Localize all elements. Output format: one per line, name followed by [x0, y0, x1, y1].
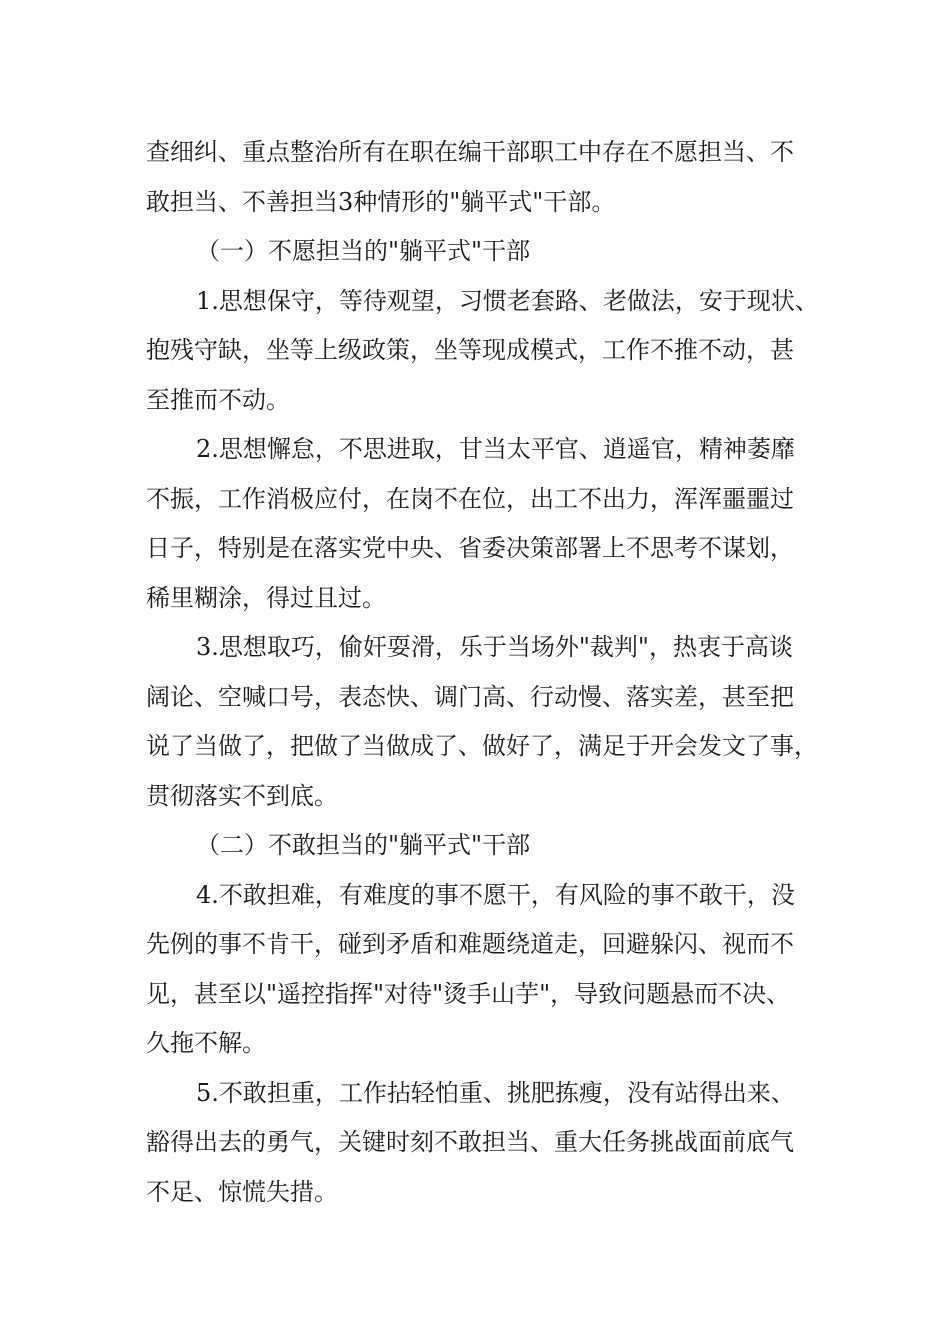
text-line: 抱残守缺，坐等上级政策，坐等现成模式，工作不推不动，甚 — [146, 336, 794, 364]
text-line: 5.不敢担重，工作拈轻怕重、挑肥拣瘦，没有站得出来、 — [196, 1078, 795, 1107]
text-line: 豁得出去的勇气，关键时刻不敢担当、重大任务挑战面前底气 — [146, 1128, 794, 1156]
paragraph-item-3 — [146, 623, 826, 821]
text-line: 先例的事不肯干，碰到矛盾和难题绕道走，回避躲闪、视而不 — [146, 930, 794, 958]
heading-line: （一）不愿担当的"躺平式"干部 — [196, 237, 531, 265]
text-line: 见，甚至以"遥控指挥"对待"烫手山芋"，导致问题悬而不决、 — [146, 979, 791, 1008]
paragraph-intro-continuation — [146, 128, 826, 227]
text-line: 查细纠、重点整治所有在职在编干部职工中存在不愿担当、不 — [146, 138, 794, 166]
text-line: 日子，特别是在落实党中央、省委决策部署上不思考不谋划， — [146, 534, 794, 562]
text-line: 贯彻落实不到底。 — [146, 781, 338, 810]
text-line: 久拖不解。 — [146, 1029, 266, 1057]
paragraph-item-2 — [146, 425, 826, 623]
text-line: 4.不敢担难，有难度的事不愿干，有风险的事不敢干，没 — [196, 880, 795, 909]
heading-line: （二）不敢担当的"躺平式"干部 — [196, 831, 531, 859]
text-line: 至推而不动。 — [146, 385, 290, 414]
paragraph-item-4 — [146, 871, 826, 1069]
text-line: 不足、惊慌失措。 — [146, 1177, 338, 1206]
text-line: 2.思想懈怠，不思进取，甘当太平官、逍遥官，精神萎靡 — [196, 435, 795, 463]
section-heading-unwilling — [146, 227, 826, 277]
section-heading-afraid — [146, 821, 826, 871]
paragraph-item-1 — [146, 277, 826, 426]
text-line: 阔论、空喊口号，表态快、调门高、行动慢、落实差，甚至把 — [146, 682, 794, 711]
text-line: 说了当做了，把做了当做成了、做好了，满足于开会发文了事， — [146, 732, 818, 760]
text-line: 3.思想取巧，偷奸耍滑，乐于当场外"裁判"，热衷于高谈 — [196, 633, 793, 661]
document-body — [146, 128, 826, 1217]
text-line: 敢担当、不善担当3种情形的"躺平式"干部。 — [146, 187, 616, 216]
text-line: 稀里糊涂，得过且过。 — [146, 583, 386, 612]
text-line: 不振，工作消极应付，在岗不在位，出工不出力，浑浑噩噩过 — [146, 484, 794, 513]
text-line: 1.思想保守，等待观望，习惯老套路、老做法，安于现状、 — [196, 286, 819, 315]
paragraph-item-5 — [146, 1069, 826, 1218]
